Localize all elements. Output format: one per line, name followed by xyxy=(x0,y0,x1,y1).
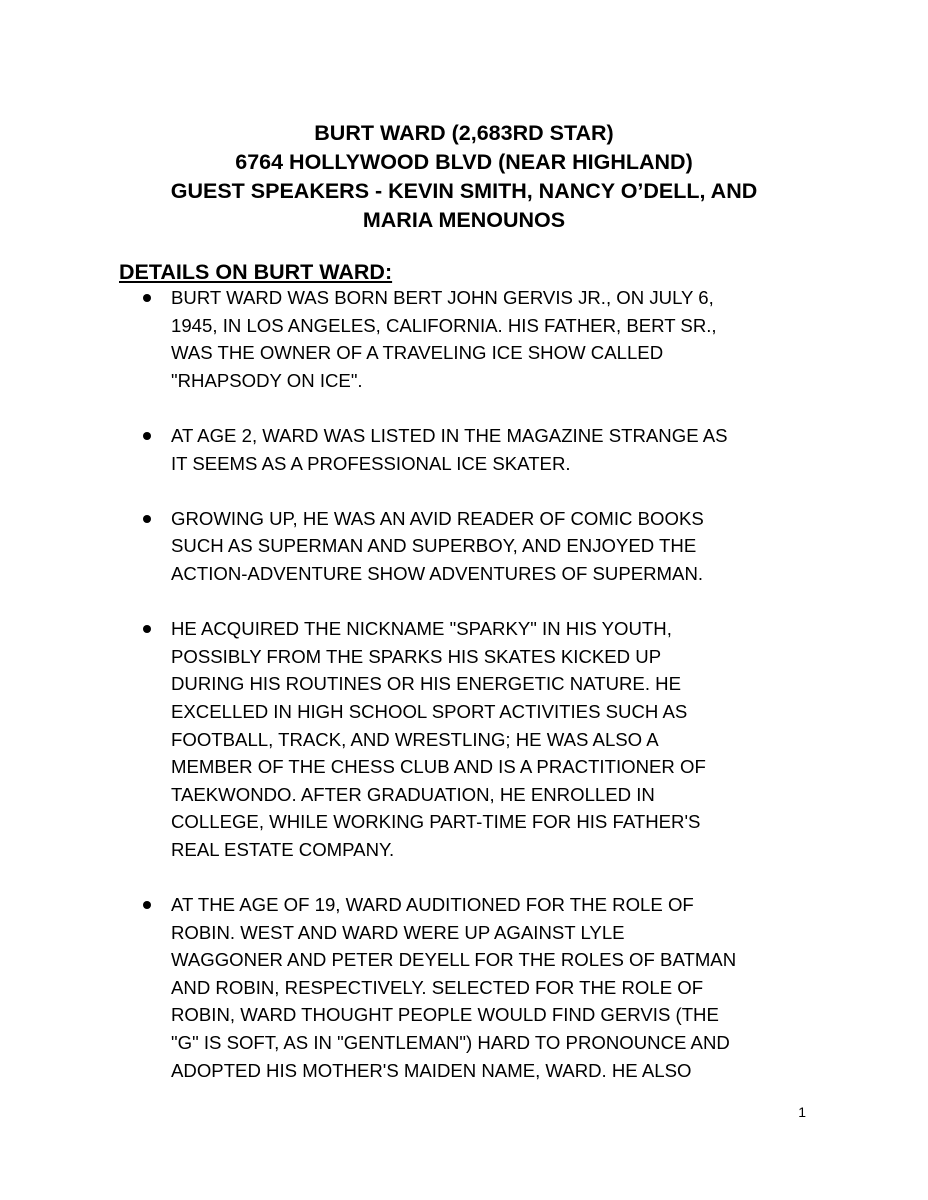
bullet-icon xyxy=(143,432,151,440)
list-item xyxy=(140,422,830,477)
title-line-speakers: GUEST SPEAKERS - KEVIN SMITH, NANCY O’DELL, AND xyxy=(170,179,758,203)
list-item-line: TAEKWONDO. AFTER GRADUATION, HE ENROLLED IN xyxy=(171,783,655,805)
list-item-line: REAL ESTATE COMPANY. xyxy=(171,838,395,860)
list-item-line: BURT WARD WAS BORN BERT JOHN GERVIS JR., ON JULY 6, xyxy=(171,287,714,308)
list-item-line: ADOPTED HIS MOTHER'S MAIDEN NAME, WARD. HE ALSO xyxy=(171,1059,692,1081)
list-item-line: "RHAPSODY ON ICE". xyxy=(171,369,363,391)
list-item-line: WAGGONER AND PETER DEYELL FOR THE ROLES OF BATMAN xyxy=(171,949,737,971)
title-line-star: BURT WARD (2,683RD STAR) xyxy=(314,121,614,145)
list-item xyxy=(140,505,830,588)
list-item-line: IT SEEMS AS A PROFESSIONAL ICE SKATER. xyxy=(171,452,571,474)
list-item-line: AT AGE 2, WARD WAS LISTED IN THE MAGAZINE STRANGE AS xyxy=(171,424,728,446)
list-item-line: ROBIN, WARD THOUGHT PEOPLE WOULD FIND GERVIS (THE xyxy=(171,1004,719,1026)
bullet-icon xyxy=(143,901,151,909)
list-item-line: COLLEGE, WHILE WORKING PART-TIME FOR HIS FATHER'S xyxy=(171,811,701,833)
list-item-line: HE ACQUIRED THE NICKNAME "SPARKY" IN HIS YOUTH, xyxy=(171,618,672,640)
list-item-line: WAS THE OWNER OF A TRAVELING ICE SHOW CALLED xyxy=(171,342,664,364)
list-item-line: MEMBER OF THE CHESS CLUB AND IS A PRACTITIONER OF xyxy=(171,756,706,778)
list-item-line: 1945, IN LOS ANGELES, CALIFORNIA. HIS FATHER, BERT SR., xyxy=(171,314,717,336)
list-item-line: GROWING UP, HE WAS AN AVID READER OF COMIC BOOKS xyxy=(171,507,704,529)
list-item-line: SUCH AS SUPERMAN AND SUPERBOY, AND ENJOYED THE xyxy=(171,535,697,557)
bullet-icon xyxy=(143,625,151,633)
list-item-line: AND ROBIN, RESPECTIVELY. SELECTED FOR THE ROLE OF xyxy=(171,976,704,998)
list-item-line: DURING HIS ROUTINES OR HIS ENERGETIC NATURE. HE xyxy=(171,673,681,695)
list-item-line: ACTION-ADVENTURE SHOW ADVENTURES OF SUPERMAN. xyxy=(171,562,704,584)
section-heading: DETAILS ON BURT WARD: xyxy=(119,260,393,284)
bullet-icon xyxy=(143,294,151,302)
document-title xyxy=(120,119,808,235)
list-item-line: FOOTBALL, TRACK, AND WRESTLING; HE WAS ALSO A xyxy=(171,728,659,750)
list-item xyxy=(140,891,830,1084)
list-item-line: EXCELLED IN HIGH SCHOOL SPORT ACTIVITIES SUCH AS xyxy=(171,700,688,722)
bullet-icon xyxy=(143,515,151,523)
list-item xyxy=(140,615,830,863)
title-line-address: 6764 HOLLYWOOD BLVD (NEAR HIGHLAND) xyxy=(235,150,693,174)
list-item-line: AT THE AGE OF 19, WARD AUDITIONED FOR THE ROLE OF xyxy=(171,894,694,916)
list-item-line: POSSIBLY FROM THE SPARKS HIS SKATES KICKED UP xyxy=(171,645,662,667)
list-item-line: "G" IS SOFT, AS IN "GENTLEMAN") HARD TO PRONOUNCE AND xyxy=(171,1032,730,1054)
title-line-speakers-cont: MARIA MENOUNOS xyxy=(362,208,566,232)
list-item-line: ROBIN. WEST AND WARD WERE UP AGAINST LYLE xyxy=(171,921,625,943)
page-number: 1 xyxy=(798,1104,806,1120)
details-list xyxy=(140,284,830,1112)
list-item xyxy=(140,284,830,394)
